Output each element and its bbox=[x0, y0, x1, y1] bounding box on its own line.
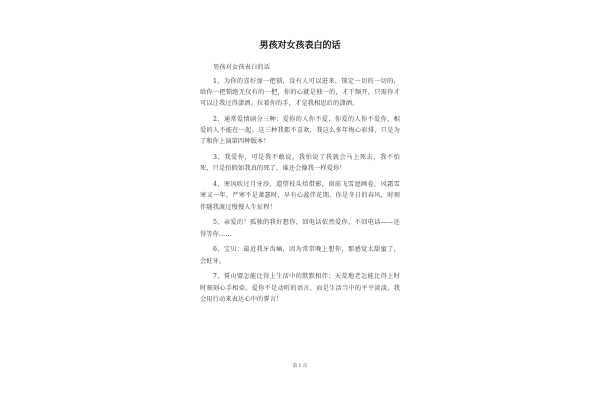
document-body bbox=[200, 62, 400, 310]
document-subtitle: 男孩对女孩表白的话 bbox=[213, 64, 271, 71]
page-number: 第 1 页 bbox=[292, 364, 308, 369]
paragraph-2: 2、通常爱情剧分三种：爱你的人你不爱，你爱的人你不爱你，相爱的人不能在一起。这三种我都不喜欢，我这么多年梅心彩排，只是为了和你上演第四种版本！ bbox=[200, 115, 400, 146]
paragraph-4: 4、寒风吹过月牙沙，道望枝头焙借影，窗前飞雪遮画卷，风霜雪寒又一年，严寒不是萧瑟时，早有心蕊伴花期。你是冬日的春风，时刻伴随我渡过慢慢人生征程！ bbox=[200, 181, 400, 211]
paragraph-3: 3、我爱你，可是我不敢说，我怕说了我就会马上死去，我不怕死，只是怕假如我真的死了，谁还会像我一样爱你！ bbox=[200, 154, 400, 173]
paragraph-1: 1、为你的喜好加一把锁，没有人可以进来，锁定一切的一切的，给你一把锁绝无仅有的一把，你的心就是独一的，才干频开，只需你才可以让我过得潇洒。拉着你的手，才是我相思后的潇洒。 bbox=[200, 77, 400, 108]
paragraph-6: 6、宝贝：最近我牙齿痛，因为常常晚上想你，那感觉太甜蜜了，会蛀牙。 bbox=[200, 246, 400, 265]
document-title: 男孩对女孩表白的话 bbox=[259, 41, 341, 51]
paragraph-5: 5、亲爱的！孤独的我好想你，回电话依然爱你，不回电话——还得等你…… bbox=[200, 219, 400, 238]
paragraph-7: 7、誓山盟怎能比得上生活中的默默相伴；天荒地老怎能比得上时时刻刻心手相牵。爱你不是动听的语言，而是生活当中的平平淡淡，我会用行动来表达心中的誓言！ bbox=[200, 273, 400, 303]
